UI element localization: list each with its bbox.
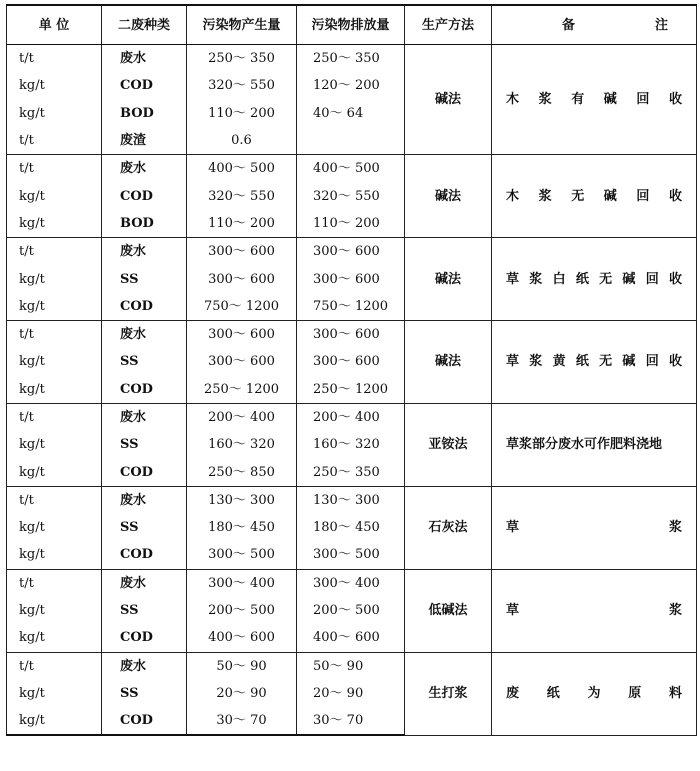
remarks-char: 草	[506, 271, 520, 287]
remarks-text	[506, 438, 682, 451]
waste-type-cell: COD	[102, 182, 187, 209]
remarks-char: 收	[668, 188, 682, 204]
remarks-char: 原	[628, 686, 642, 702]
generated-amount-cell: 0.6	[187, 127, 297, 155]
remarks-char: 有	[571, 92, 585, 108]
waste-type-cell: 废水	[102, 569, 187, 597]
unit-cell: kg/t	[7, 541, 102, 569]
table-row	[7, 569, 697, 597]
generated-amount-cell: 300～ 600	[187, 320, 297, 348]
remarks-text	[506, 190, 682, 203]
remarks-char: 回	[645, 271, 659, 287]
discharged-amount-cell: 400～ 500	[297, 155, 405, 183]
generated-amount-cell: 30～ 70	[187, 707, 297, 735]
remarks-char: 无	[599, 271, 613, 287]
remarks-char: 纸	[575, 354, 589, 370]
waste-type-cell: SS	[102, 431, 187, 458]
remarks-cell	[492, 569, 697, 652]
remarks-char: 为	[587, 686, 601, 702]
pollution-table	[6, 4, 697, 736]
generated-amount-cell: 300～ 600	[187, 348, 297, 375]
discharged-amount-cell: 250～ 350	[297, 45, 405, 73]
remarks-char: 收	[668, 92, 682, 108]
unit-cell: kg/t	[7, 376, 102, 404]
header-unit: 单 位	[7, 5, 102, 45]
generated-amount-cell: 300～ 600	[187, 238, 297, 266]
table-body	[7, 45, 697, 736]
unit-cell: kg/t	[7, 707, 102, 735]
generated-amount-cell: 400～ 600	[187, 624, 297, 652]
generated-amount-cell: 130～ 300	[187, 486, 297, 514]
generated-amount-cell: 250～ 1200	[187, 376, 297, 404]
remarks-char: 浆	[538, 92, 552, 108]
remarks-cell	[492, 486, 697, 569]
unit-cell: t/t	[7, 238, 102, 266]
remarks-text	[506, 93, 682, 106]
waste-type-cell: BOD	[102, 100, 187, 127]
remarks-char: 回	[636, 188, 650, 204]
remarks-char: 回	[636, 92, 650, 108]
header-row	[7, 5, 697, 45]
remarks-cell	[492, 45, 697, 155]
table-row	[7, 45, 697, 73]
remarks-char: 草	[506, 354, 520, 370]
remarks-char: 碱	[603, 188, 617, 204]
unit-cell: kg/t	[7, 624, 102, 652]
waste-type-cell: COD	[102, 376, 187, 404]
discharged-amount-cell: 320～ 550	[297, 182, 405, 209]
header-remarks	[492, 5, 697, 45]
discharged-amount-cell: 120～ 200	[297, 72, 405, 99]
discharged-amount-cell: 300～ 600	[297, 238, 405, 266]
remarks-char: 木	[506, 188, 520, 204]
waste-type-cell: SS	[102, 680, 187, 707]
discharged-amount-cell: 30～ 70	[297, 707, 405, 735]
generated-amount-cell: 250～ 850	[187, 458, 297, 486]
remarks-char: 碱	[622, 271, 636, 287]
remarks-char: 回	[645, 354, 659, 370]
generated-amount-cell: 300～ 600	[187, 265, 297, 292]
remarks-char: 浆	[529, 271, 543, 287]
waste-type-cell: 废水	[102, 45, 187, 73]
discharged-amount-cell: 20～ 90	[297, 680, 405, 707]
waste-type-cell: 废水	[102, 320, 187, 348]
remarks-text	[506, 521, 682, 534]
waste-type-cell: SS	[102, 597, 187, 624]
discharged-amount-cell: 300～ 400	[297, 569, 405, 597]
waste-type-cell: 废水	[102, 652, 187, 680]
waste-type-cell: BOD	[102, 210, 187, 238]
remarks-char: 木	[506, 92, 520, 108]
remarks-char: 碱	[622, 354, 636, 370]
generated-amount-cell: 320～ 550	[187, 72, 297, 99]
unit-cell: kg/t	[7, 680, 102, 707]
remarks-text	[506, 604, 682, 617]
table-row	[7, 486, 697, 514]
production-method-cell: 低碱法	[405, 569, 492, 652]
remarks-char: 浆	[668, 520, 682, 536]
discharged-amount-cell: 40～ 64	[297, 100, 405, 127]
unit-cell: t/t	[7, 652, 102, 680]
generated-amount-cell: 20～ 90	[187, 680, 297, 707]
remarks-char: 浆	[668, 603, 682, 619]
remarks-cell	[492, 403, 697, 486]
remarks-char: 草	[506, 603, 520, 619]
generated-amount-cell: 110～ 200	[187, 210, 297, 238]
discharged-amount-cell: 400～ 600	[297, 624, 405, 652]
generated-amount-cell: 110～ 200	[187, 100, 297, 127]
discharged-amount-cell: 200～ 400	[297, 403, 405, 431]
remarks-char: 草浆部分废水可作肥料浇地	[506, 437, 663, 453]
discharged-amount-cell: 250～ 350	[297, 458, 405, 486]
unit-cell: kg/t	[7, 72, 102, 99]
discharged-amount-cell: 130～ 300	[297, 486, 405, 514]
discharged-amount-cell: 110～ 200	[297, 210, 405, 238]
remarks-cell	[492, 652, 697, 735]
unit-cell: t/t	[7, 155, 102, 183]
remarks-char: 纸	[546, 686, 560, 702]
discharged-amount-cell	[297, 127, 405, 155]
discharged-amount-cell: 200～ 500	[297, 597, 405, 624]
header-generated-amount: 污染物产生量	[187, 5, 297, 45]
remarks-cell	[492, 155, 697, 238]
header-production-method: 生产方法	[405, 5, 492, 45]
generated-amount-cell: 750～ 1200	[187, 293, 297, 321]
unit-cell: kg/t	[7, 458, 102, 486]
generated-amount-cell: 180～ 450	[187, 514, 297, 541]
waste-type-cell: 废渣	[102, 127, 187, 155]
remarks-char: 无	[571, 188, 585, 204]
remarks-cell	[492, 238, 697, 321]
unit-cell: t/t	[7, 486, 102, 514]
waste-type-cell: COD	[102, 624, 187, 652]
remarks-char: 浆	[538, 188, 552, 204]
production-method-cell: 碱法	[405, 45, 492, 155]
discharged-amount-cell: 750～ 1200	[297, 293, 405, 321]
generated-amount-cell: 300～ 500	[187, 541, 297, 569]
generated-amount-cell: 160～ 320	[187, 431, 297, 458]
header-remarks-part-2: 注	[654, 17, 668, 33]
remarks-char: 白	[552, 271, 566, 287]
header-remarks-part-1: 备	[562, 17, 576, 33]
table-row	[7, 320, 697, 348]
discharged-amount-cell: 180～ 450	[297, 514, 405, 541]
waste-type-cell: 废水	[102, 403, 187, 431]
table-row	[7, 652, 697, 680]
unit-cell: t/t	[7, 320, 102, 348]
unit-cell: t/t	[7, 569, 102, 597]
remarks-char: 无	[599, 354, 613, 370]
table-row	[7, 403, 697, 431]
waste-type-cell: COD	[102, 707, 187, 735]
waste-type-cell: COD	[102, 293, 187, 321]
table-row	[7, 155, 697, 183]
waste-type-cell: 废水	[102, 155, 187, 183]
waste-type-cell: 废水	[102, 238, 187, 266]
remarks-text	[506, 687, 682, 700]
discharged-amount-cell: 300～ 600	[297, 348, 405, 375]
table-row	[7, 238, 697, 266]
unit-cell: kg/t	[7, 348, 102, 375]
unit-cell: kg/t	[7, 210, 102, 238]
unit-cell: kg/t	[7, 597, 102, 624]
production-method-cell: 生打浆	[405, 652, 492, 735]
remarks-char: 废	[506, 686, 520, 702]
remarks-text	[506, 355, 682, 368]
production-method-cell: 亚铵法	[405, 403, 492, 486]
generated-amount-cell: 200～ 500	[187, 597, 297, 624]
unit-cell: kg/t	[7, 182, 102, 209]
production-method-cell: 碱法	[405, 155, 492, 238]
remarks-cell	[492, 320, 697, 403]
remarks-char: 纸	[575, 271, 589, 287]
remarks-char: 收	[668, 354, 682, 370]
discharged-amount-cell: 50～ 90	[297, 652, 405, 680]
unit-cell: kg/t	[7, 293, 102, 321]
generated-amount-cell: 200～ 400	[187, 403, 297, 431]
unit-cell: kg/t	[7, 514, 102, 541]
remarks-char: 收	[668, 271, 682, 287]
waste-type-cell: SS	[102, 265, 187, 292]
discharged-amount-cell: 300～ 500	[297, 541, 405, 569]
discharged-amount-cell: 300～ 600	[297, 265, 405, 292]
discharged-amount-cell: 160～ 320	[297, 431, 405, 458]
production-method-cell: 碱法	[405, 238, 492, 321]
generated-amount-cell: 400～ 500	[187, 155, 297, 183]
production-method-cell: 碱法	[405, 320, 492, 403]
generated-amount-cell: 250～ 350	[187, 45, 297, 73]
unit-cell: kg/t	[7, 265, 102, 292]
header-waste-type: 二废种类	[102, 5, 187, 45]
remarks-char: 浆	[529, 354, 543, 370]
waste-type-cell: SS	[102, 348, 187, 375]
unit-cell: kg/t	[7, 100, 102, 127]
waste-type-cell: COD	[102, 72, 187, 99]
waste-type-cell: SS	[102, 514, 187, 541]
generated-amount-cell: 50～ 90	[187, 652, 297, 680]
generated-amount-cell: 300～ 400	[187, 569, 297, 597]
waste-type-cell: 废水	[102, 486, 187, 514]
remarks-char: 黄	[552, 354, 566, 370]
generated-amount-cell: 320～ 550	[187, 182, 297, 209]
waste-type-cell: COD	[102, 541, 187, 569]
unit-cell: kg/t	[7, 431, 102, 458]
header-discharged-amount: 污染物排放量	[297, 5, 405, 45]
remarks-char: 料	[668, 686, 682, 702]
unit-cell: t/t	[7, 45, 102, 73]
remarks-char: 碱	[603, 92, 617, 108]
waste-type-cell: COD	[102, 458, 187, 486]
unit-cell: t/t	[7, 403, 102, 431]
remarks-char: 草	[506, 520, 520, 536]
remarks-text	[506, 273, 682, 286]
production-method-cell: 石灰法	[405, 486, 492, 569]
unit-cell: t/t	[7, 127, 102, 155]
discharged-amount-cell: 300～ 600	[297, 320, 405, 348]
discharged-amount-cell: 250～ 1200	[297, 376, 405, 404]
